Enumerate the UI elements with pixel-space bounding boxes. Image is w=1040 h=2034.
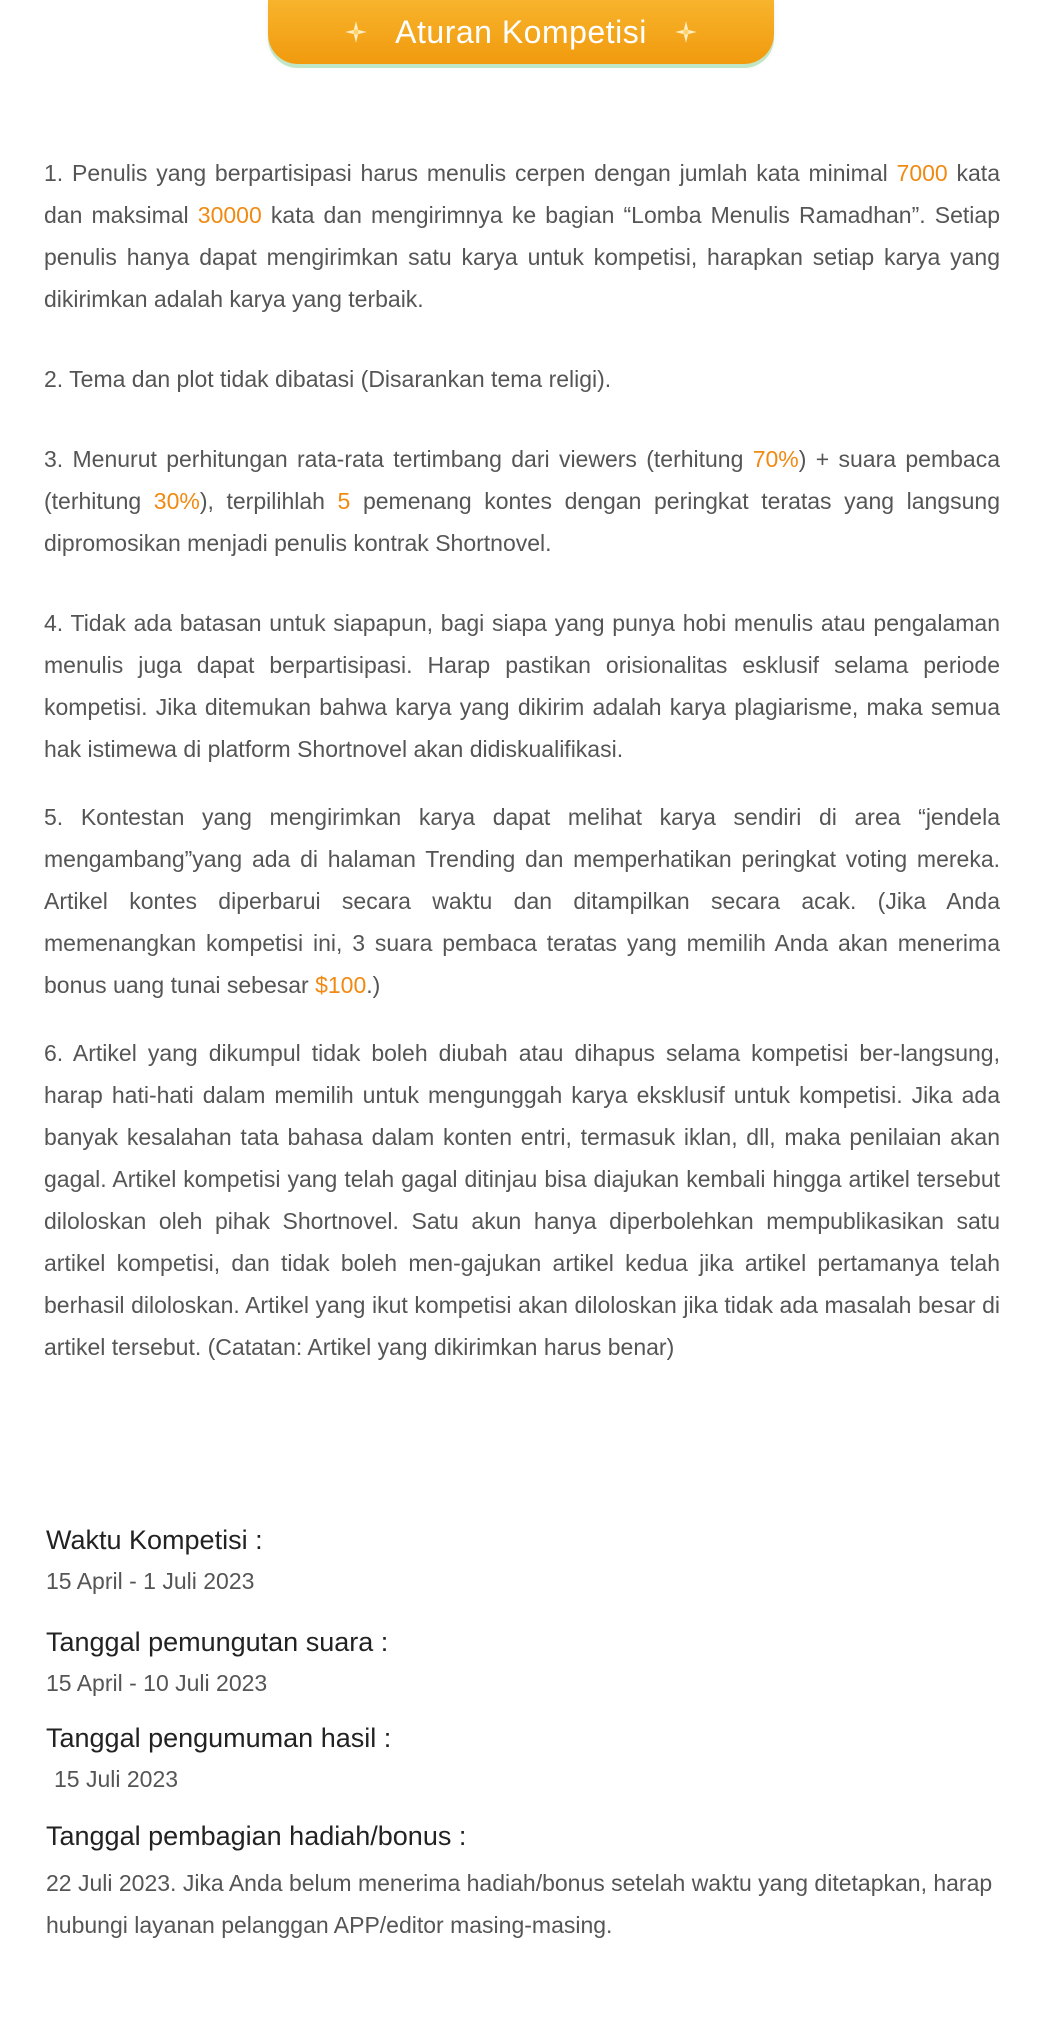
rule-item: 1. Penulis yang berpartisipasi harus menulis cerpen dengan jumlah kata minimal 7000 kata dan maksimal 30000 kata dan mengirimnya ke bagian “Lomba Menulis Ramadhan”. Setiap penulis hanya dapat mengirimkan satu karya untuk kompetisi, harapkan setiap karya yang dikirimkan adalah karya yang terbaik. <box>44 160 1000 312</box>
voting-date-value: 15 April - 10 Juli 2023 <box>46 1670 268 1696</box>
page-title: Aturan Kompetisi <box>395 13 647 50</box>
header-banner <box>268 0 774 64</box>
announcement-date-label: Tanggal pengumuman hasil : <box>46 1723 392 1753</box>
rule-item: 3. Menurut perhitungan rata-rata tertimbang dari viewers (terhitung 70%) + suara pembaca (terhitung 30%), terpilihlah 5 pemenang kontes dengan peringkat teratas yang langsung dipromosikan menjadi penulis kontrak Shortnovel. <box>44 446 1000 556</box>
rule-item: 2. Tema dan plot tidak dibatasi (Disarankan tema religi). <box>44 366 612 392</box>
rule-item: 4. Tidak ada batasan untuk siapapun, bagi siapa yang punya hobi menulis atau pengalaman menulis juga dapat berpartisipasi. Harap pastikan orisionalitas esklusif selama periode kompetisi. Jika ditemukan bahwa karya yang dikirim adalah karya plagiarisme, maka semua hak istimewa di platform Shortnovel akan didiskualifikasi. <box>44 610 1000 762</box>
voting-date-block <box>46 1622 996 1704</box>
rule-item: 5. Kontestan yang mengirimkan karya dapat melihat karya sendiri di area “jendela mengambang”yang ada di halaman Trending dan memperhatikan peringkat voting mereka. Artikel kontes diperbarui secara waktu dan ditampilkan secara acak. (Jika Anda memenangkan kompetisi ini, 3 suara pembaca teratas yang memilih Anda akan menerima bonus uang tunai sebesar $100.) <box>44 804 1000 998</box>
highlight-value: 7000 <box>896 160 948 186</box>
highlight-value: 70% <box>752 446 799 472</box>
highlight-value: 5 <box>337 488 351 514</box>
prize-date-label: Tanggal pembagian hadiah/bonus : <box>46 1821 467 1851</box>
competition-time-value: 15 April - 1 Juli 2023 <box>46 1568 255 1594</box>
announcement-date-value: 15 Juli 2023 <box>54 1766 179 1792</box>
schedule-info <box>46 1520 996 1946</box>
sparkle-icon <box>343 19 369 45</box>
rule-item: 6. Artikel yang dikumpul tidak boleh diubah atau dihapus selama kompetisi ber-langsung, harap hati-hati dalam memilih untuk mengunggah karya eksklusif untuk kompetisi. Jika ada banyak kesalahan tata bahasa dalam konten entri, termasuk iklan, dll, maka penilaian akan gagal. Artikel kompetisi yang telah gagal ditinjau bisa diajukan kembali hingga artikel tersebut diloloskan oleh pihak Shortnovel. Satu akun hanya diperbolehkan mempublikasikan satu artikel kompetisi, dan tidak boleh men-gajukan artikel kedua jika artikel pertamanya telah berhasil diloloskan. Artikel yang ikut kompetisi akan diloloskan jika tidak ada masalah besar di artikel tersebut. (Catatan: Artikel yang dikirimkan harus benar) <box>44 1040 1000 1360</box>
competition-time-label: Waktu Kompetisi : <box>46 1525 263 1555</box>
sparkle-icon <box>673 19 699 45</box>
highlight-value: 30% <box>153 488 200 514</box>
prize-date-block <box>46 1816 996 1946</box>
announcement-date-block <box>46 1718 996 1800</box>
voting-date-label: Tanggal pemungutan suara : <box>46 1627 389 1657</box>
prize-date-value: 22 Juli 2023. Jika Anda belum menerima hadiah/bonus setelah waktu yang ditetapkan, harap hubungi layanan pelanggan APP/editor masing-masing. <box>46 1870 993 1938</box>
highlight-value: 30000 <box>197 202 262 228</box>
rules-list <box>44 152 1000 1368</box>
competition-time-block <box>46 1520 996 1602</box>
highlight-value: $100 <box>315 972 367 998</box>
